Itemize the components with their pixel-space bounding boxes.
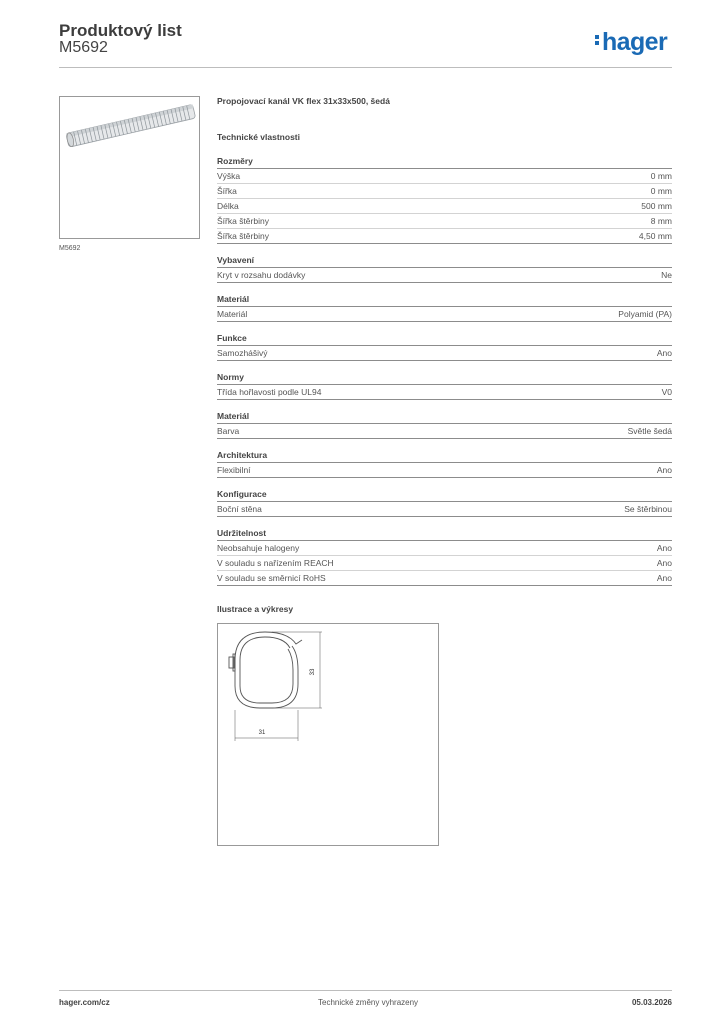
spec-row	[217, 541, 672, 556]
spec-label: Délka	[217, 201, 239, 211]
spec-row	[217, 229, 672, 244]
spec-value: Ano	[656, 348, 672, 358]
illustration-heading: Ilustrace a výkresy	[217, 604, 294, 614]
spec-row	[217, 571, 672, 586]
footer-date: 05.03.2026	[631, 998, 672, 1007]
spec-label: V souladu se směrnicí RoHS	[217, 573, 326, 583]
spec-group-rows	[217, 169, 672, 244]
spec-row	[217, 199, 672, 214]
spec-label: Šířka	[217, 186, 237, 196]
spec-label: Barva	[217, 426, 240, 436]
spec-value: 0 mm	[650, 186, 672, 196]
spec-groups	[217, 156, 672, 586]
spec-column	[217, 96, 672, 586]
product-name: Propojovací kanál VK flex 31x33x500, šedá	[217, 96, 390, 106]
spec-value: V0	[661, 387, 672, 397]
logo-text: hager	[602, 28, 668, 56]
spec-row	[217, 184, 672, 199]
spec-label: Neobsahuje halogeny	[217, 543, 300, 553]
spec-value: Ano	[656, 573, 672, 583]
cable-duct-product-icon	[60, 97, 199, 238]
spec-label: Materiál	[217, 309, 248, 319]
product-image	[59, 96, 200, 239]
spec-value: Ano	[656, 558, 672, 568]
spec-label: V souladu s nařízením REACH	[217, 558, 334, 568]
spec-label: Kryt v rozsahu dodávky	[217, 270, 306, 280]
spec-row	[217, 268, 672, 283]
spec-label: Šířka štěrbiny	[217, 216, 269, 226]
spec-row	[217, 346, 672, 361]
spec-group-title: Architektura	[217, 450, 672, 463]
spec-row	[217, 556, 672, 571]
spec-label: Třída hořlavosti podle UL94	[217, 387, 322, 397]
spec-group-title: Udržitelnost	[217, 528, 672, 541]
spec-group-rows	[217, 502, 672, 517]
header-divider	[59, 67, 672, 68]
spec-value: Ne	[661, 270, 672, 280]
logo-dots-icon	[595, 33, 600, 47]
spec-row	[217, 307, 672, 322]
footer-website: hager.com/cz	[59, 998, 110, 1007]
spec-row	[217, 169, 672, 184]
spec-label: Samozhášivý	[217, 348, 268, 358]
spec-row	[217, 502, 672, 517]
page-title: Produktový list	[59, 21, 182, 40]
spec-group-rows	[217, 385, 672, 400]
spec-label: Flexibilní	[217, 465, 251, 475]
spec-group-rows	[217, 268, 672, 283]
product-sku: M5692	[59, 39, 108, 56]
spec-group-title: Vybavení	[217, 255, 672, 268]
spec-value: 8 mm	[650, 216, 672, 226]
spec-group-rows	[217, 307, 672, 322]
spec-group-title: Materiál	[217, 411, 672, 424]
spec-group-rows	[217, 463, 672, 478]
spec-label: Boční stěna	[217, 504, 262, 514]
footer-note: Technické změny vyhrazeny	[318, 998, 419, 1007]
spec-row	[217, 385, 672, 400]
spec-group-rows	[217, 541, 672, 586]
technical-drawing	[217, 623, 439, 846]
spec-value: Ano	[656, 543, 672, 553]
duct-profile-drawing	[218, 624, 438, 845]
spec-value: 0 mm	[650, 171, 672, 181]
spec-label: Výška	[217, 171, 241, 181]
spec-group-title: Normy	[217, 372, 672, 385]
spec-group-rows	[217, 424, 672, 439]
spec-group-rows	[217, 346, 672, 361]
spec-row	[217, 214, 672, 229]
spec-value: Se štěrbinou	[624, 504, 672, 514]
spec-row	[217, 424, 672, 439]
dim-height-label: 33	[310, 668, 316, 676]
spec-row	[217, 463, 672, 478]
spec-group-title: Konfigurace	[217, 489, 672, 502]
spec-group-title: Rozměry	[217, 156, 672, 169]
footer-divider	[59, 990, 672, 991]
spec-label: Šířka štěrbiny	[217, 231, 269, 241]
spec-group-title: Materiál	[217, 294, 672, 307]
spec-value: Polyamid (PA)	[618, 309, 672, 319]
spec-value: 500 mm	[641, 201, 672, 211]
hager-logo	[595, 28, 667, 57]
spec-group-title: Funkce	[217, 333, 672, 346]
spec-value: Ano	[656, 465, 672, 475]
spec-value: Světle šedá	[627, 426, 672, 436]
dim-width-label: 31	[258, 730, 266, 736]
image-caption: M5692	[59, 245, 81, 252]
spec-value: 4,50 mm	[638, 231, 672, 241]
section-heading: Technické vlastnosti	[217, 132, 300, 142]
